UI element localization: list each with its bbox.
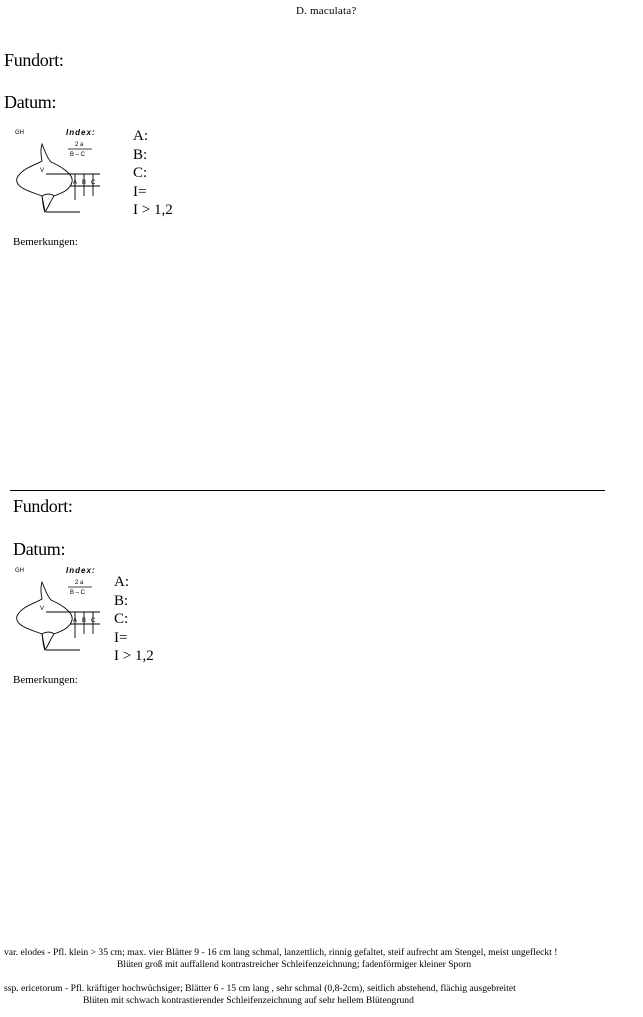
remarks-label: Bemerkungen: <box>13 674 78 686</box>
measurement-index: I= <box>114 629 128 646</box>
lip-measurement-diagram <box>12 564 112 656</box>
diagram-formula-numerator: 2 a <box>75 580 84 586</box>
diagram-formula-denominator: B – C <box>70 152 86 158</box>
footnote-var-elodes-line-1: var. elodes - Pfl. klein > 35 cm; max. vier Blätter 9 - 16 cm lang schmal, lanzettlich, rinnig gefaltet, steif aufrecht am Stengel, meist ungefleckt ! <box>4 947 558 958</box>
diagram-index-label: Index: <box>66 128 96 137</box>
diagram-center-label: V <box>40 168 45 174</box>
footnote-ssp-ericetorum-line-2: Blüten mit schwach kontrastierender Schleifenzeichnung auf sehr hellem Blütengrund <box>83 995 414 1006</box>
measurement-list <box>114 573 154 666</box>
diagram-index-label: Index: <box>66 566 96 575</box>
fundort-label: Fundort: <box>4 50 64 70</box>
footnote-var-elodes-line-2: Blüten groß mit auffallend kontrastreicher Schleifenzeichnung; fadenförmiger kleiner Sporn <box>117 959 472 970</box>
section-divider <box>10 490 605 491</box>
datum-label: Datum: <box>13 539 66 559</box>
measurement-threshold: I > 1,2 <box>133 202 173 219</box>
measurement-index: I= <box>133 183 147 200</box>
measurement-a: A: <box>133 128 148 144</box>
fundort-label: Fundort: <box>13 496 73 516</box>
diagram-tick-a: A <box>73 618 78 624</box>
page-title: D. maculata? <box>296 5 357 17</box>
measurement-threshold: I > 1,2 <box>114 648 154 665</box>
diagram-tick-b: B <box>82 618 87 624</box>
diagram-corner-label: GH <box>15 568 24 574</box>
measurement-a: A: <box>114 574 129 590</box>
diagram-tick-c: C <box>91 618 96 624</box>
measurement-list <box>133 127 173 220</box>
diagram-formula-denominator: B – C <box>70 590 86 596</box>
diagram-tick-b: B <box>82 180 87 186</box>
diagram-formula-numerator: 2 a <box>75 142 84 148</box>
footnote-ssp-ericetorum-line-1: ssp. ericetorum - Pfl. kräftiger hochwüchsiger; Blätter 6 - 15 cm lang , sehr schmal (0,8-2cm), seitlich abstehend, flächig ausgebreitet <box>4 983 516 994</box>
diagram-center-label: V <box>40 606 45 612</box>
datum-label: Datum: <box>4 92 57 112</box>
measurement-b: B: <box>114 592 129 609</box>
measurement-c: C: <box>114 611 129 628</box>
remarks-label: Bemerkungen: <box>13 236 78 248</box>
diagram-corner-label: GH <box>15 130 24 136</box>
measurement-b: B: <box>133 146 148 163</box>
diagram-tick-c: C <box>91 180 96 186</box>
lip-measurement-diagram <box>12 126 112 218</box>
measurement-c: C: <box>133 165 148 182</box>
diagram-tick-a: A <box>73 180 78 186</box>
